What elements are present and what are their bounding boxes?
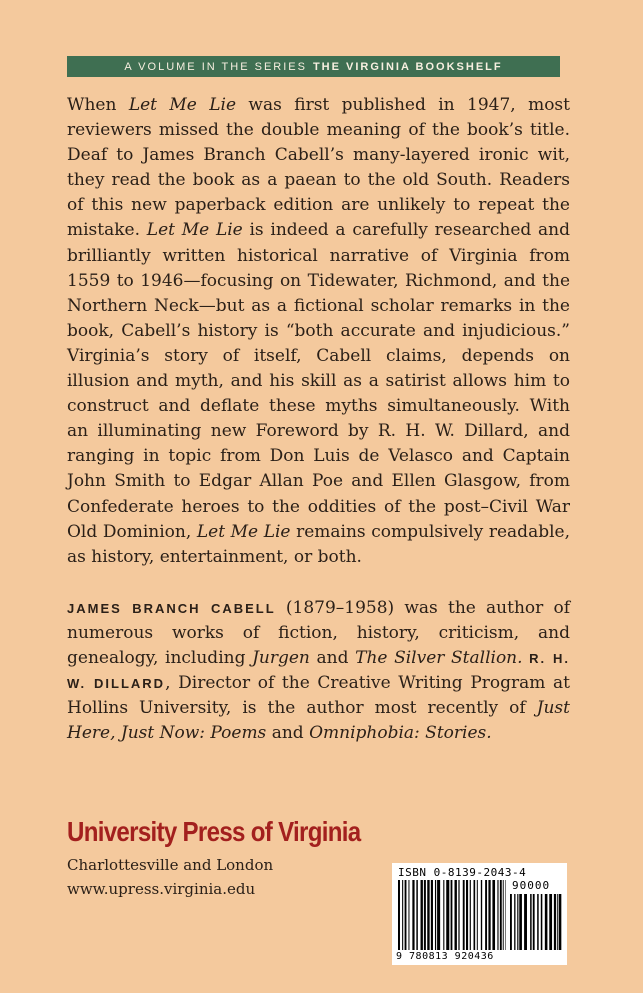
barcode-bar — [477, 880, 478, 950]
barcode-bar — [427, 880, 429, 950]
barcode-bar — [533, 894, 535, 950]
barcode-bar — [474, 880, 476, 950]
barcode-bar — [437, 880, 440, 950]
barcode-bar — [470, 880, 471, 950]
barcode-bar — [541, 894, 543, 950]
bio-text: (1879–1958) was the author of numerous works of fiction, history, criticism, and genealogy, including — [67, 598, 570, 669]
barcode-bar — [446, 880, 449, 950]
barcode-box — [392, 863, 567, 965]
person-name: JAMES BRANCH CABELL — [67, 601, 276, 616]
title-italic: Let Me Lie — [196, 521, 291, 542]
barcode-bar — [524, 894, 527, 950]
barcode-bar — [497, 880, 498, 950]
barcode-bar — [463, 880, 465, 950]
author-bio — [67, 596, 570, 747]
work-title: The Silver Stallion. — [355, 648, 523, 669]
book-description — [67, 93, 570, 570]
addon-digits: 90000 — [512, 879, 551, 892]
description-text: was first published in 1947, most reviewers missed the double meaning of the book’s title. Deaf to James Branch Cabell’s many-layered ironic wit, they read the book as a paean to the old South. Readers of this new paperback edition are unlikely to repeat the mistake. — [67, 95, 570, 241]
barcode-bar — [398, 880, 400, 950]
description-text: When — [67, 95, 129, 115]
series-name: THE VIRGINIA BOOKSHELF — [312, 60, 503, 73]
barcode-bar — [431, 880, 433, 950]
barcode-bar — [545, 894, 548, 950]
barcode-bar — [549, 894, 552, 950]
work-title: Jurgen — [252, 648, 310, 669]
barcode-bar — [408, 880, 409, 950]
work-title: Just Here, Just Now: Poems — [67, 698, 570, 744]
bio-text: and — [266, 723, 310, 744]
description-paragraph — [67, 93, 570, 570]
barcode-bar — [416, 880, 417, 950]
barcode-bar — [451, 880, 453, 950]
barcode-bar — [455, 880, 457, 950]
barcode-bar — [514, 894, 515, 950]
barcode-bar — [481, 880, 482, 950]
bio-paragraph — [67, 596, 570, 747]
barcode-bar — [492, 880, 495, 950]
addon-barcode — [510, 894, 562, 950]
description-text: is indeed a carefully researched and brilliantly written historical narrative of Virginia from 1559 to 1946—focusing on Tidewater, Richmond, and the Northern Neck—but as a fictional scholar remarks in the book, Cabell’s history is “both accurate and injudicious.” Virginia’s story of itself, Cabell claims, depends on illusion and myth, and his skill as a satirist allows him to construct and deflate these myths simultaneously. With an illuminating new Foreword by R. H. W. Dillard, and ranging in topic from Don Luis de Velasco and Captain John Smith to Edgar Allan Poe and Ellen Glasgow, from Confederate heroes to the oddities of the post–Civil War Old Dominion, — [67, 220, 571, 542]
barcode-bar — [466, 880, 468, 950]
person-name: R. H. W. DILLARD — [67, 651, 570, 692]
barcode-bar — [559, 894, 562, 950]
publisher-name: University Press of Virginia — [67, 816, 361, 847]
publisher-block — [67, 815, 387, 901]
barcode-bar — [519, 894, 522, 950]
barcode-bar — [458, 880, 459, 950]
barcode-bar — [402, 880, 403, 950]
ean-barcode — [398, 880, 506, 950]
barcode-bar — [510, 894, 512, 950]
barcode-bar — [557, 894, 558, 950]
barcode-bar — [435, 880, 436, 950]
isbn-label: ISBN 0-8139-2043-4 — [398, 866, 527, 879]
barcode-bar — [412, 880, 414, 950]
bio-text: and — [309, 648, 356, 669]
barcode-bar — [537, 894, 539, 950]
barcode-bar — [424, 880, 426, 950]
barcode-bar — [488, 880, 490, 950]
barcode-bar — [405, 880, 407, 950]
description-text: remains compulsively readable, as history, entertainment, or both. — [67, 521, 570, 567]
publisher-location: Charlottesville and London — [67, 856, 274, 874]
ean-digits: 9 780813 920436 — [396, 951, 494, 962]
barcode-bar — [421, 880, 423, 950]
series-prefix: A VOLUME IN THE SERIES — [124, 60, 307, 73]
barcode-bar — [517, 894, 518, 950]
series-banner — [67, 56, 560, 77]
barcode-bar — [443, 880, 444, 950]
title-italic: Let Me Lie — [128, 95, 237, 115]
bio-text: , Director of the Creative Writing Program at Hollins University, is the author most recently of — [67, 673, 571, 719]
publisher-website: www.upress.virginia.edu — [67, 880, 256, 898]
title-italic: Let Me Lie — [146, 220, 243, 241]
barcode-bar — [503, 880, 504, 950]
work-title: Omniphobia: Stories. — [309, 723, 492, 744]
barcode-bar — [554, 894, 556, 950]
barcode-bar — [500, 880, 502, 950]
barcode-bar — [530, 894, 532, 950]
barcode-bar — [485, 880, 487, 950]
barcode-bar — [505, 880, 506, 950]
